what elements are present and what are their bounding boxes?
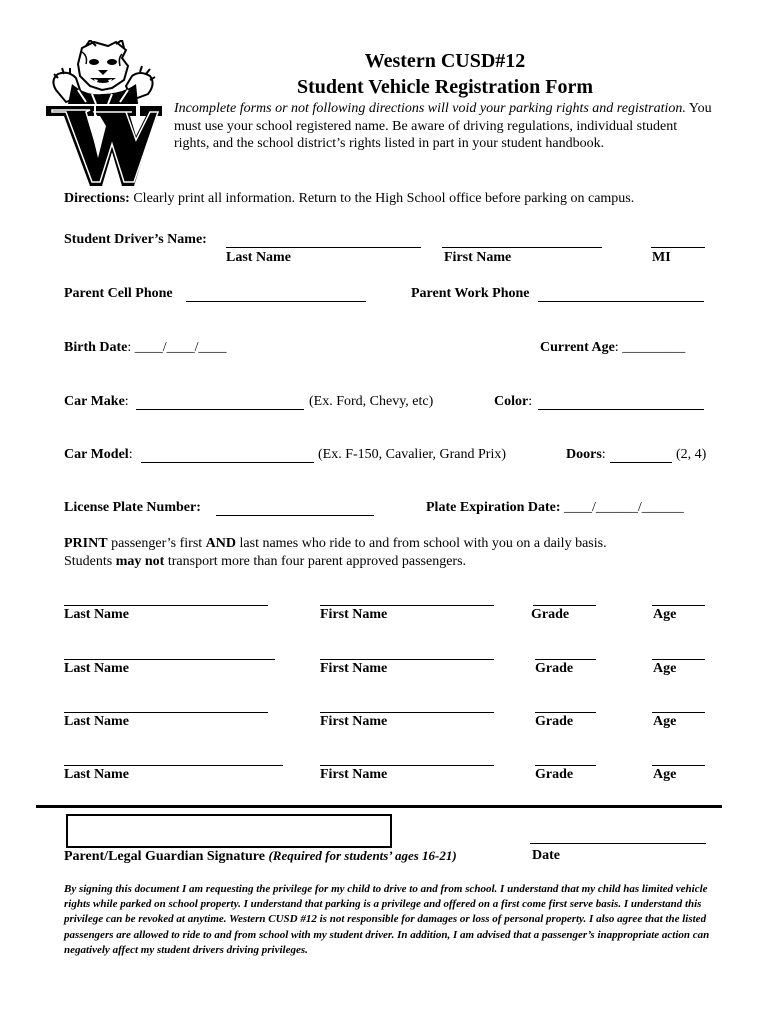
parent-work-label: Parent Work Phone [411,286,530,301]
passenger-grade-field[interactable] [533,605,596,606]
car-make-line [64,394,129,410]
last-name-caption: Last Name [226,250,291,265]
form-title-line2: Student Vehicle Registration Form [296,76,594,98]
car-model-field[interactable] [141,462,314,463]
section-divider [36,805,722,808]
panther-mascot-icon [42,40,167,190]
directions-text: Clearly print all information. Return to the High School office before parking on campus. [133,191,635,206]
license-plate-label: License Plate Number: [64,500,201,515]
passenger-age-field[interactable] [652,765,705,766]
passenger-last-name-caption: Last Name [64,767,129,782]
car-model-example: (Ex. F-150, Cavalier, Grand Prix) [318,447,507,462]
passenger-first-name-caption: First Name [320,607,388,622]
passenger-last-name-field[interactable] [64,659,275,660]
school-logo [42,40,167,190]
passenger-first-name-caption: First Name [320,714,388,729]
passenger-age-caption: Age [653,607,677,622]
directions-line [64,191,634,207]
may-not-word: may not [115,554,165,569]
signature-line [64,848,457,865]
passenger-age-field[interactable] [652,605,705,606]
current-age-colon: : [614,340,619,355]
plate-exp-line[interactable] [426,500,684,516]
passenger-first-name-field[interactable] [320,659,494,660]
doors-colon: : [601,447,606,462]
plate-exp-field[interactable]: ____/______/______ [560,500,684,515]
current-age-label: Current Age [540,340,615,355]
color-line [494,394,532,410]
passenger-last-name-field[interactable] [64,765,283,766]
date-field[interactable] [530,843,706,844]
doors-line [566,447,606,463]
passenger-text-c: Students [64,554,116,569]
passenger-age-field[interactable] [652,659,705,660]
plate-exp-label: Plate Expiration Date: [426,500,561,515]
color-field[interactable] [538,409,704,410]
car-make-colon: : [124,394,129,409]
disclaimer-text: By signing this document I am requesting the privilege for my child to drive to and from school. I understand that my child has limited vehicle rights while parked on school property. I understand that parking is a privilege and offered on a first come first serve basis. I understand this privilege can be revoked at anytime. Western CUSD #12 is not responsible for damages or loss of personal property. I also agree that the listed passengers are allowed to ride to and from school with my student driver. In addition, I am advised that a passenger’s inappropriate action can negatively affect my student drivers driving privileges. [64,883,710,956]
directions-label: Directions: [64,191,130,206]
passenger-age-caption: Age [653,714,677,729]
mi-caption: MI [652,250,671,265]
passenger-grade-caption: Grade [531,607,570,622]
passenger-age-caption: Age [653,767,677,782]
intro-warning: Incomplete forms or not following directions will void your parking rights and registration. [174,101,686,116]
license-plate-field[interactable] [216,515,374,516]
and-word: AND [205,536,237,551]
passenger-first-name-caption: First Name [320,767,388,782]
car-model-label: Car Model [64,447,129,462]
passenger-text-a: passenger’s first [107,536,206,551]
passenger-text-d: transport more than four parent approved passengers. [164,554,467,569]
color-colon: : [528,394,533,409]
car-make-field[interactable] [136,409,304,410]
passenger-last-name-caption: Last Name [64,607,129,622]
passenger-grade-field[interactable] [535,765,596,766]
car-make-label: Car Make [64,394,125,409]
passenger-instructions-line2 [64,554,466,570]
current-age-field[interactable]: _________ [618,340,686,355]
passenger-grade-caption: Grade [535,714,574,729]
doors-label: Doors [566,447,602,462]
signature-note: (Required for students’ ages 16-21) [268,848,457,863]
passenger-grade-caption: Grade [535,767,574,782]
doors-field[interactable] [610,462,672,463]
parent-cell-label: Parent Cell Phone [64,286,173,301]
passenger-grade-field[interactable] [535,659,596,660]
car-make-example: (Ex. Ford, Chevy, etc) [309,394,434,409]
car-model-line [64,447,133,463]
driver-name-label: Student Driver’s Name: [64,232,207,247]
passenger-first-name-field[interactable] [320,765,494,766]
passenger-last-name-caption: Last Name [64,661,129,676]
parent-work-field[interactable] [538,301,704,302]
driver-last-name-field[interactable] [226,247,421,248]
passenger-last-name-field[interactable] [64,712,268,713]
passenger-age-caption: Age [653,661,677,676]
birth-date-label: Birth Date [64,340,128,355]
passenger-last-name-caption: Last Name [64,714,129,729]
passenger-first-name-caption: First Name [320,661,388,676]
date-label: Date [532,848,560,863]
parent-cell-field[interactable] [186,301,366,302]
birth-date-field[interactable]: ____/____/____ [131,340,227,355]
driver-mi-field[interactable] [651,247,705,248]
birth-date-line[interactable] [64,340,227,356]
intro-paragraph [174,100,714,153]
driver-first-name-field[interactable] [442,247,602,248]
passenger-first-name-field[interactable] [320,605,494,606]
print-word: PRINT [64,536,108,551]
passenger-grade-caption: Grade [535,661,574,676]
car-model-colon: : [128,447,133,462]
form-title-line1: Western CUSD#12 [364,50,526,72]
passenger-first-name-field[interactable] [320,712,494,713]
color-label: Color [494,394,529,409]
passenger-instructions-line1 [64,536,607,552]
doors-example: (2, 4) [676,447,707,462]
passenger-text-b: last names who ride to and from school with you on a daily basis. [236,536,607,551]
first-name-caption: First Name [444,250,512,265]
intro-text: You must use your school registered name. Be aware of driving regulations, individual student rights, and the school district’s rights listed in part in your student handbook. [174,101,712,151]
birth-date-colon: : [127,340,132,355]
passenger-last-name-field[interactable] [64,605,268,606]
signature-label: Parent/Legal Guardian Signature [64,849,265,864]
current-age-line[interactable] [540,340,685,356]
signature-box[interactable] [66,814,392,848]
passenger-grade-field[interactable] [535,712,596,713]
passenger-age-field[interactable] [652,712,705,713]
